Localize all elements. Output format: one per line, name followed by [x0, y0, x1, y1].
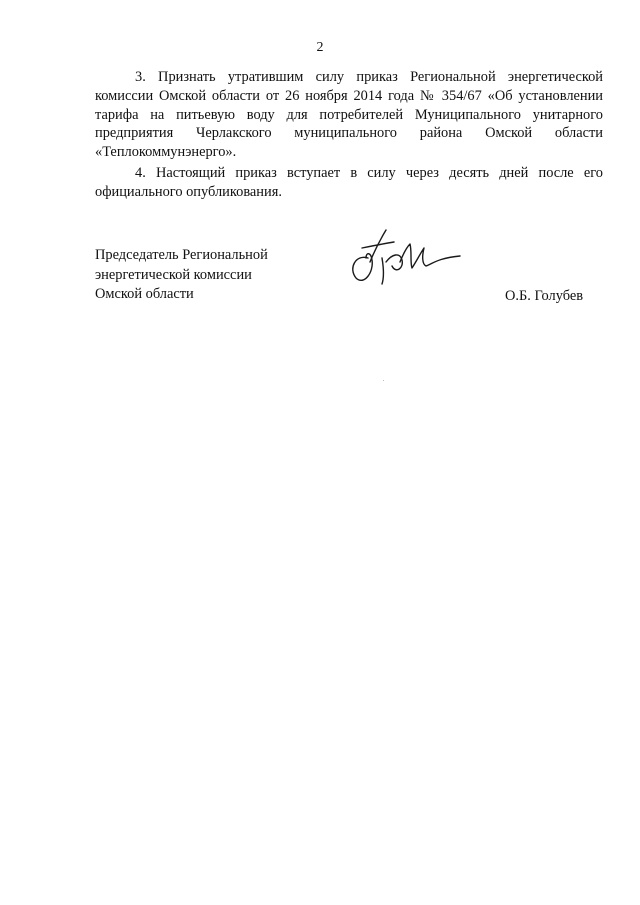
handwritten-signature [338, 222, 468, 292]
signatory-name: О.Б. Голубев [505, 288, 584, 304]
paragraph-3: 3. Признать утратившим силу приказ Региональной энергетической комиссии Омской области от 26 ноября 2014 года № 354/67 «Об установлении тарифа на питьевую воду для потребителей Муниципального унитарного предприятия Черлакского муниципального района Омской области «Теплокоммунэнерго». [95, 69, 603, 161]
paragraph-4: 4. Настоящий приказ вступает в силу через десять дней после его официального опубликования. [95, 164, 603, 200]
signatory-title-line: Омской области [95, 286, 194, 302]
signatory-title-line: Председатель Региональной [95, 247, 268, 263]
signatory-title [95, 246, 268, 305]
signatory-title-line: энергетической комиссии [95, 266, 252, 283]
body-text [95, 68, 603, 202]
page-number: 2 [316, 40, 324, 55]
scan-speck [383, 380, 384, 381]
